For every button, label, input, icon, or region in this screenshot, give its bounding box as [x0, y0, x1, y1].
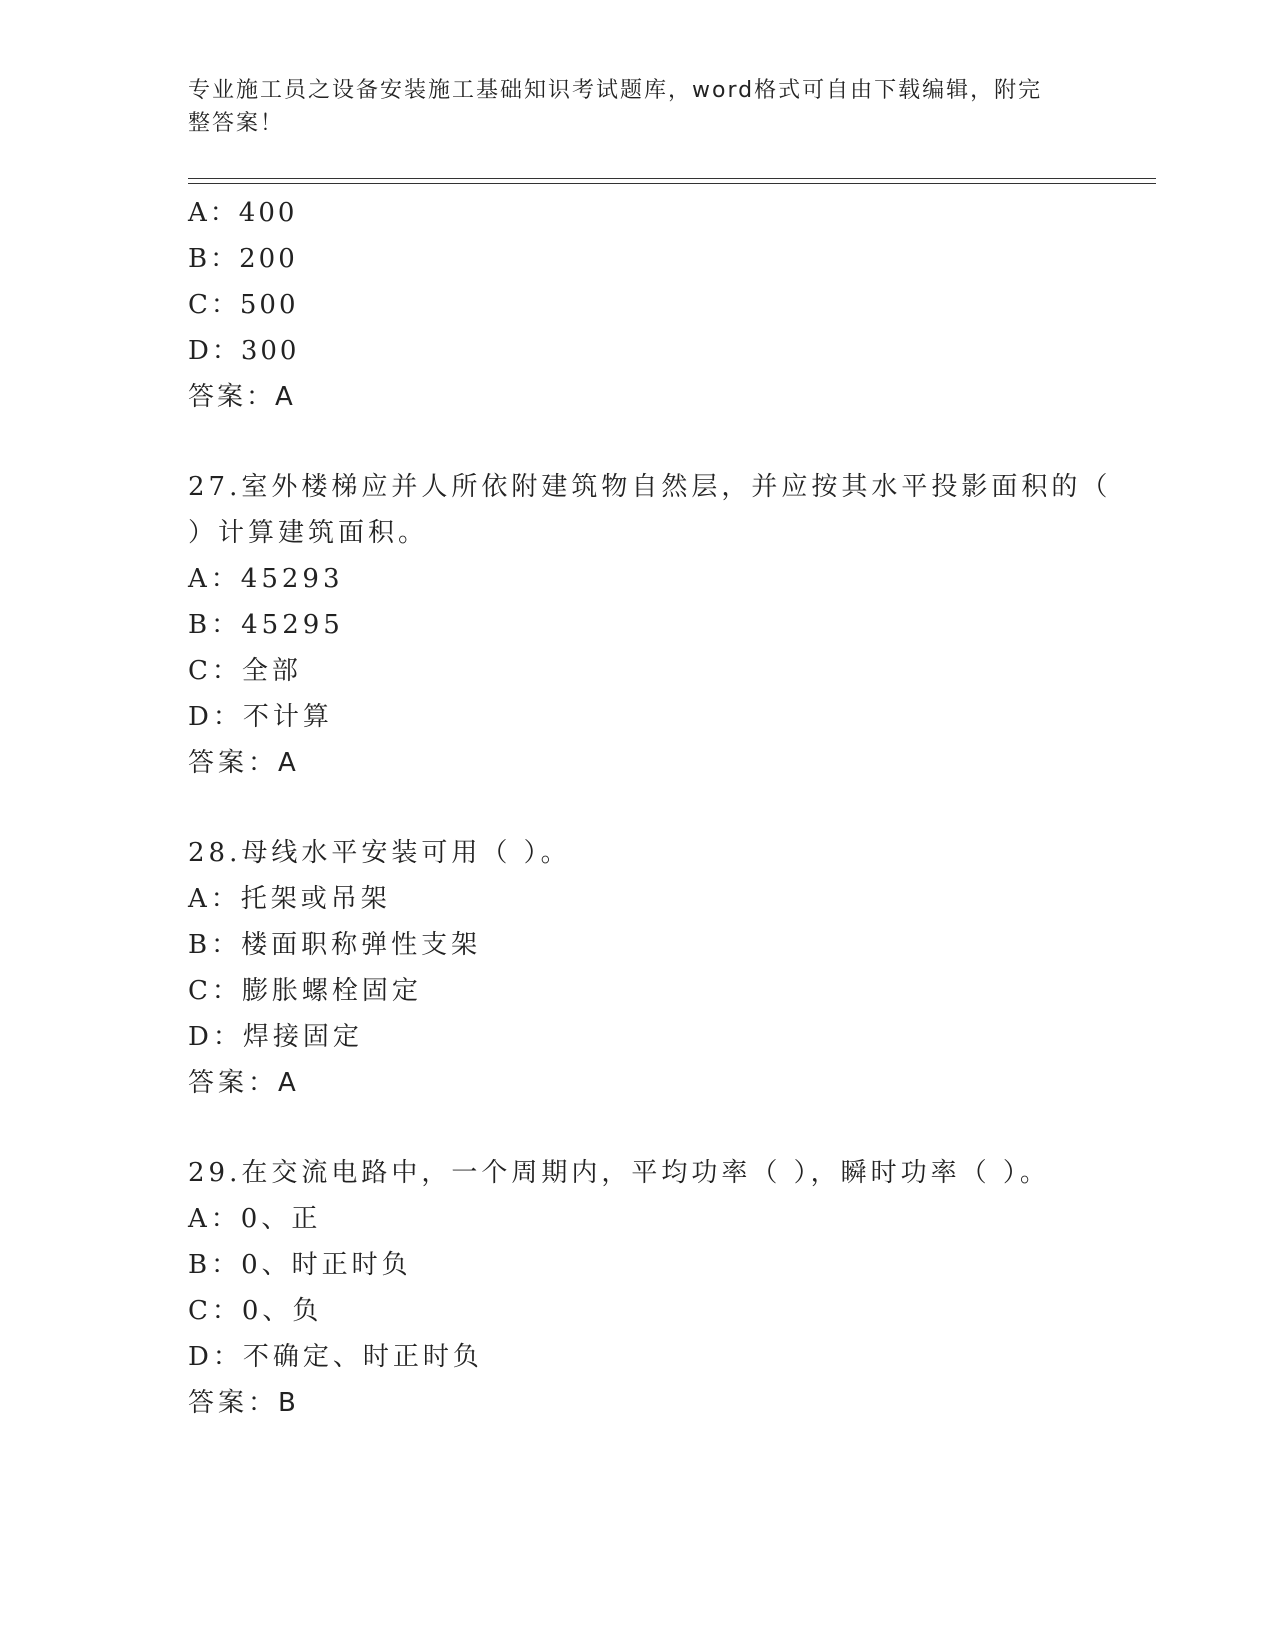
option-c: C：膨胀螺栓固定	[188, 976, 422, 1006]
question-stem: 28.母线水平安装可用（ ）。	[188, 838, 571, 868]
answer-line: 答案：A	[188, 748, 300, 778]
question-stem: 27.室外楼梯应并人所依附建筑物自然层，并应按其水平投影面积的（	[188, 472, 1112, 502]
option-d: D：300	[188, 336, 300, 366]
answer-line: 答案：A	[188, 382, 296, 412]
answer-line: 答案：A	[188, 1068, 300, 1098]
option-a: A：400	[188, 198, 298, 228]
option-a: A：托架或吊架	[188, 884, 391, 914]
option-b: B：200	[188, 244, 298, 274]
header-divider-top	[188, 178, 1156, 179]
question-block-27	[188, 464, 1112, 786]
option-c: C：500	[188, 290, 299, 320]
option-c: C：0、负	[188, 1296, 323, 1326]
question-block-26	[188, 190, 1088, 420]
option-b: B：0、时正时负	[188, 1250, 412, 1280]
question-block-29	[188, 1150, 1088, 1426]
question-block-28	[188, 830, 1088, 1106]
option-c: C：全部	[188, 656, 302, 686]
document-header	[188, 74, 1068, 140]
option-b: B：楼面职称弹性支架	[188, 930, 482, 960]
header-line-1: 专业施工员之设备安装施工基础知识考试题库，word格式可自由下载编辑，附完	[188, 78, 1043, 103]
option-d: D：不计算	[188, 702, 333, 732]
question-stem: 29.在交流电路中，一个周期内，平均功率（ ），瞬时功率（ ）。	[188, 1158, 1050, 1188]
option-d: D：焊接固定	[188, 1022, 363, 1052]
option-a: A：45293	[188, 564, 344, 594]
header-line-2: 整答案！	[188, 111, 285, 136]
header-divider-bottom	[188, 183, 1156, 184]
answer-line: 答案：B	[188, 1388, 300, 1418]
option-d: D：不确定、时正时负	[188, 1342, 483, 1372]
document-body	[188, 190, 1112, 1426]
option-b: B：45295	[188, 610, 344, 640]
option-a: A：0、正	[188, 1204, 322, 1234]
question-stem-continued: ）计算建筑面积。	[188, 518, 429, 548]
